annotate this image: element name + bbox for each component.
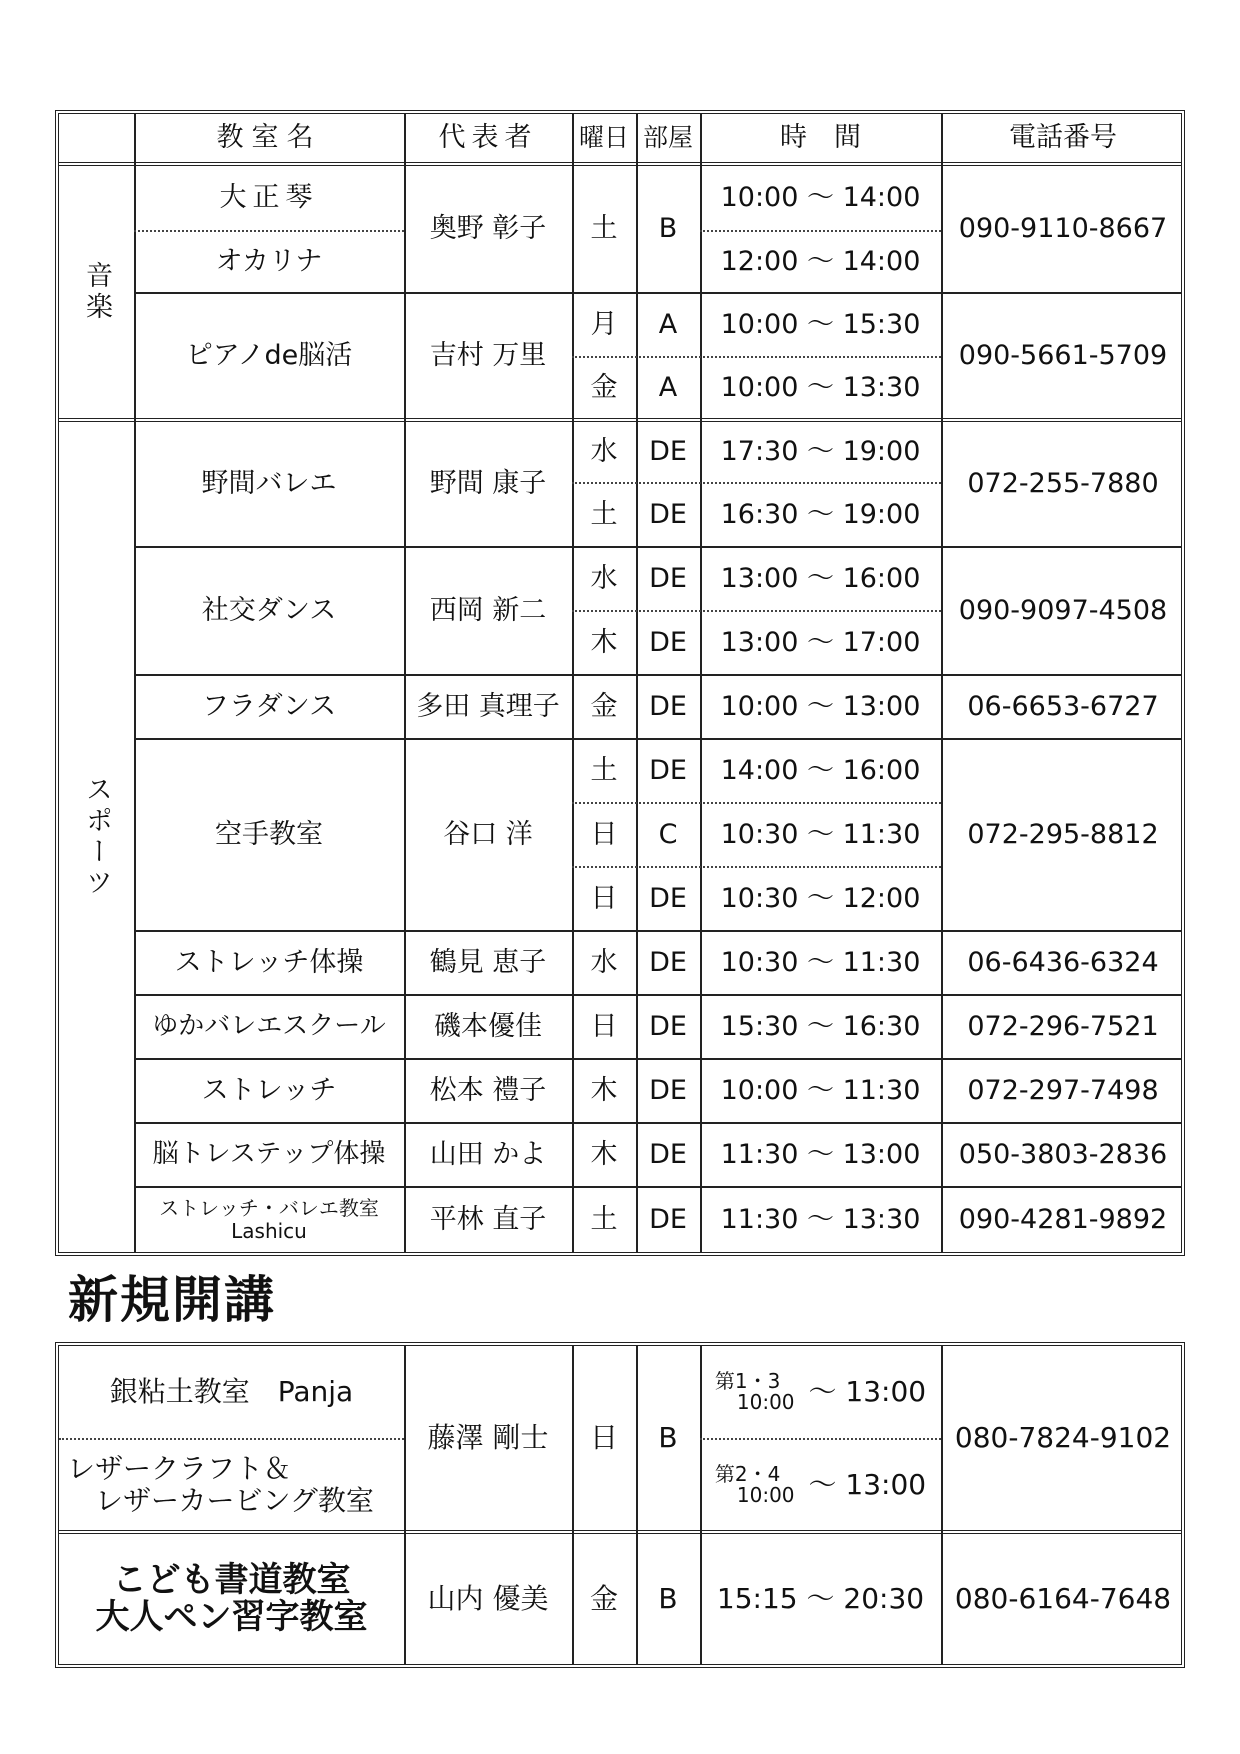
phone: 06-6436-6324 <box>967 947 1159 979</box>
representative: 吉村 万里 <box>429 340 547 372</box>
start-time: 10:00 <box>736 1390 795 1414</box>
phone: 090-9110-8667 <box>958 213 1168 245</box>
time: 10:00 ～ 11:30 <box>720 1075 921 1107</box>
day: 金 <box>590 691 618 723</box>
header-day: 曜日 <box>578 122 629 152</box>
class-name: ストレッチ体操 <box>174 947 364 979</box>
class-name: ストレッチ <box>201 1075 337 1107</box>
day: 土 <box>590 213 618 245</box>
category-music: 音楽 <box>81 261 113 323</box>
phone: 080-7824-9102 <box>954 1420 1172 1454</box>
phone: 072-297-7498 <box>967 1075 1159 1107</box>
room: DE <box>649 755 687 787</box>
room: B <box>658 1581 678 1615</box>
new-classes-table <box>55 1342 1185 1668</box>
room: DE <box>649 1139 687 1171</box>
time: 10:00 ～ 13:30 <box>720 372 921 404</box>
class-name: 脳トレステップ体操 <box>152 1139 386 1170</box>
category-sports: スポーツ <box>81 775 113 899</box>
room: DE <box>649 883 687 915</box>
time-slot-week13 <box>700 1346 941 1438</box>
class-name-line2: レザーカービング教室 <box>95 1484 374 1517</box>
class-name-line1: ストレッチ・バレエ教室 <box>159 1196 379 1220</box>
class-name: 大正琴 <box>219 182 319 214</box>
class-name <box>59 1440 404 1530</box>
representative: 藤澤 剛士 <box>427 1420 549 1454</box>
day: 日 <box>590 1011 618 1043</box>
class-name <box>134 1188 404 1252</box>
representative: 磯本優佳 <box>434 1011 542 1043</box>
end-time: ～ 13:00 <box>808 1467 927 1501</box>
class-name: 社交ダンス <box>201 595 337 627</box>
time: 10:30 ～ 11:30 <box>720 947 921 979</box>
day: 木 <box>590 627 618 659</box>
start-time: 10:00 <box>736 1483 795 1507</box>
class-name: ピアノde脳活 <box>185 340 353 372</box>
class-name-line2: Lashicu <box>231 1219 307 1243</box>
room: DE <box>649 1075 687 1107</box>
day: 水 <box>590 947 618 979</box>
time: 10:00 ～ 15:30 <box>720 309 921 341</box>
day: 金 <box>590 372 618 404</box>
room: DE <box>649 1011 687 1043</box>
day: 日 <box>590 883 618 915</box>
class-name-line1: こども書道教室 <box>112 1559 351 1600</box>
room: B <box>658 213 678 245</box>
time: 10:30 ～ 12:00 <box>720 883 921 915</box>
week-label: 第1・3 <box>714 1369 781 1393</box>
time: 10:00 ～ 13:00 <box>720 691 921 723</box>
room: DE <box>649 947 687 979</box>
representative: 西岡 新二 <box>429 595 547 627</box>
room: DE <box>649 563 687 595</box>
phone: 072-296-7521 <box>967 1011 1159 1043</box>
day: 木 <box>590 1075 618 1107</box>
day: 水 <box>590 436 618 468</box>
day: 金 <box>589 1581 618 1615</box>
phone: 072-295-8812 <box>967 819 1159 851</box>
representative: 平林 直子 <box>429 1204 547 1236</box>
class-name: ゆかバレエスクール <box>152 1011 386 1042</box>
header-room: 部屋 <box>642 122 693 152</box>
time: 17:30 ～ 19:00 <box>720 436 921 468</box>
time: 13:00 ～ 17:00 <box>720 627 921 659</box>
room: B <box>658 1420 678 1454</box>
day: 土 <box>590 755 618 787</box>
room: C <box>658 819 678 851</box>
room: A <box>658 372 678 404</box>
time: 11:30 ～ 13:30 <box>720 1204 921 1236</box>
class-name: オカリナ <box>215 246 323 278</box>
room: DE <box>649 1204 687 1236</box>
phone: 090-9097-4508 <box>958 595 1168 627</box>
class-name: 空手教室 <box>215 819 323 851</box>
representative: 谷口 洋 <box>443 819 533 851</box>
time: 12:00 ～ 14:00 <box>720 246 921 278</box>
day: 月 <box>590 309 618 341</box>
time: 10:30 ～ 11:30 <box>720 819 921 851</box>
phone: 090-5661-5709 <box>958 340 1168 372</box>
day: 土 <box>590 499 618 531</box>
week-label: 第2・4 <box>714 1462 781 1486</box>
time: 13:00 ～ 16:00 <box>720 563 921 595</box>
time: 10:00 ～ 14:00 <box>720 182 921 214</box>
representative: 山内 優美 <box>427 1581 549 1615</box>
class-name: 野間バレエ <box>201 468 337 500</box>
room: DE <box>649 691 687 723</box>
header-representative: 代表者 <box>438 122 538 154</box>
room: DE <box>649 436 687 468</box>
phone: 090-4281-9892 <box>958 1204 1168 1236</box>
class-name: 銀粘土教室 Panja <box>109 1374 354 1408</box>
class-name <box>59 1534 404 1664</box>
time: 16:30 ～ 19:00 <box>720 499 921 531</box>
representative: 多田 真理子 <box>416 691 560 723</box>
representative: 奥野 彰子 <box>429 213 547 245</box>
time: 15:30 ～ 16:30 <box>720 1011 921 1043</box>
room: DE <box>649 627 687 659</box>
phone: 072-255-7880 <box>967 468 1159 500</box>
time: 15:15 ～ 20:30 <box>716 1581 925 1615</box>
class-name: フラダンス <box>201 691 337 723</box>
day: 日 <box>590 819 618 851</box>
class-name-line1: レザークラフト＆ <box>67 1451 292 1485</box>
new-classes-title: 新規開講 <box>68 1271 276 1329</box>
time: 11:30 ～ 13:00 <box>720 1139 921 1171</box>
day: 木 <box>590 1139 618 1171</box>
phone: 050-3803-2836 <box>958 1139 1168 1171</box>
representative: 松本 禮子 <box>429 1075 547 1107</box>
day: 日 <box>589 1420 618 1454</box>
end-time: ～ 13:00 <box>808 1374 927 1408</box>
day: 土 <box>590 1204 618 1236</box>
header-name: 教室名 <box>216 122 322 154</box>
phone: 080-6164-7648 <box>954 1581 1172 1615</box>
header-phone: 電話番号 <box>1009 122 1117 154</box>
room: A <box>658 309 678 341</box>
time: 14:00 ～ 16:00 <box>720 755 921 787</box>
representative: 野間 康子 <box>429 468 547 500</box>
phone: 06-6653-6727 <box>967 691 1159 723</box>
representative: 山田 かよ <box>429 1139 547 1171</box>
header-time: 時 間 <box>780 122 861 154</box>
class-name-line2: 大人ペン習字教室 <box>95 1597 368 1637</box>
day: 水 <box>590 563 618 595</box>
representative: 鶴見 恵子 <box>429 947 547 979</box>
room: DE <box>649 499 687 531</box>
time-slot-week24 <box>700 1440 941 1530</box>
schedule-table <box>55 110 1185 1256</box>
